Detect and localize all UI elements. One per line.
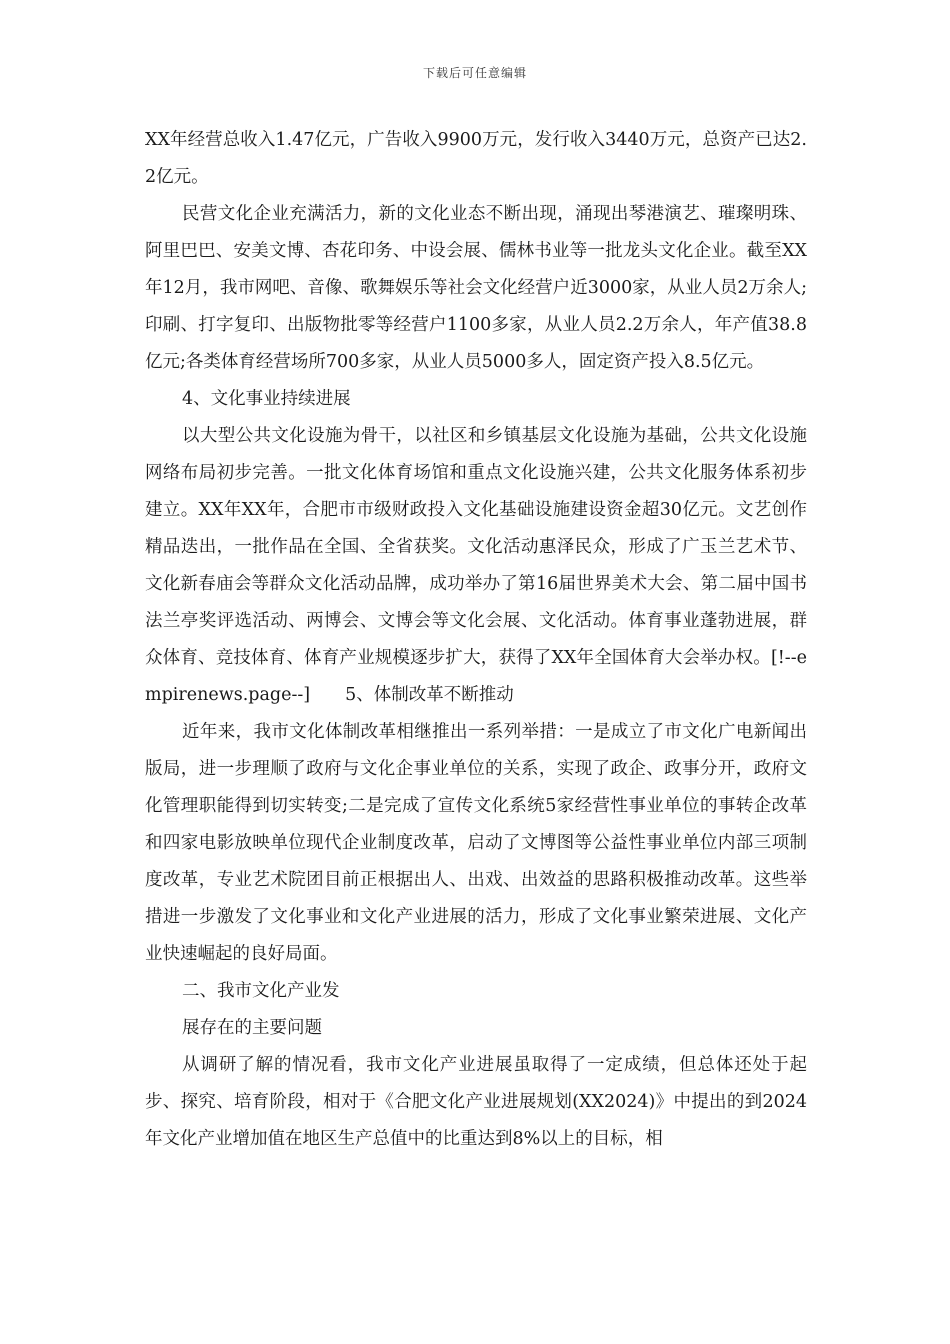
document-body — [145, 122, 807, 1158]
paragraph-public-culture: 以大型公共文化设施为骨干，以社区和乡镇基层文化设施为基础，公共文化设施网络布局初步完善。一批文化体育场馆和重点文化设施兴建，公共文化服务体系初步建立。XX年XX年，合肥市市级财政投入文化基础设施建设资金超30亿元。文艺创作精品迭出，一批作品在全国、全省获奖。文化活动惠泽民众，形成了广玉兰艺术节、文化新春庙会等群众文化活动品牌，成功举办了第16届世界美术大会、第二届中国书法兰亭奖评选活动、两博会、文博会等文化会展、文化活动。体育事业蓬勃进展，群众体育、竞技体育、体育产业规模逐步扩大，获得了XX年全国体育大会举办权。[!--empirenews.page--] 5、体制改革不断推动 — [145, 426, 807, 705]
paragraph-private-enterprises: 民营文化企业充满活力，新的文化业态不断出现，涌现出琴港演艺、璀璨明珠、阿里巴巴、安美文博、杏花印务、中设会展、儒林书业等一批龙头文化企业。截至XX年12月，我市网吧、音像、歌舞娱乐等社会文化经营户近3000家，从业人员2万余人;印刷、打字复印、出版物批零等经营户1100多家，从业人员2.2万余人，年产值38.8亿元;各类体育经营场所700多家，从业人员5000多人，固定资产投入8.5亿元。 — [145, 204, 807, 372]
section-heading-2-line1: 二、我市文化产业发 — [182, 981, 340, 1001]
section-heading-2-line2: 展存在的主要问题 — [182, 1018, 322, 1038]
section-heading-4: 4、文化事业持续进展 — [182, 389, 351, 409]
paragraph-income: XX年经营总收入1.47亿元，广告收入9900万元，发行收入3440万元，总资产已达2.2亿元。 — [145, 130, 807, 187]
paragraph-system-reform: 近年来，我市文化体制改革相继推出一系列举措：一是成立了市文化广电新闻出版局，进一步理顺了政府与文化企事业单位的关系，实现了政企、政事分开，政府文化管理职能得到切实转变;二是完成了宣传文化系统5家经营性事业单位的事转企改革和四家电影放映单位现代企业制度改革，启动了文博图等公益性事业单位内部三项制度改革，专业艺术院团目前正根据出人、出戏、出效益的思路积极推动改革。这些举措进一步激发了文化事业和文化产业进展的活力，形成了文化事业繁荣进展、文化产业快速崛起的良好局面。 — [145, 722, 807, 964]
header-note: 下载后可任意编辑 — [422, 66, 527, 80]
paragraph-problems: 从调研了解的情况看，我市文化产业进展虽取得了一定成绩，但总体还处于起步、探究、培育阶段，相对于《合肥文化产业进展规划(XX2024)》中提出的到2024年文化产业增加值在地区生产总值中的比重达到8%以上的目标，相 — [145, 1055, 807, 1149]
